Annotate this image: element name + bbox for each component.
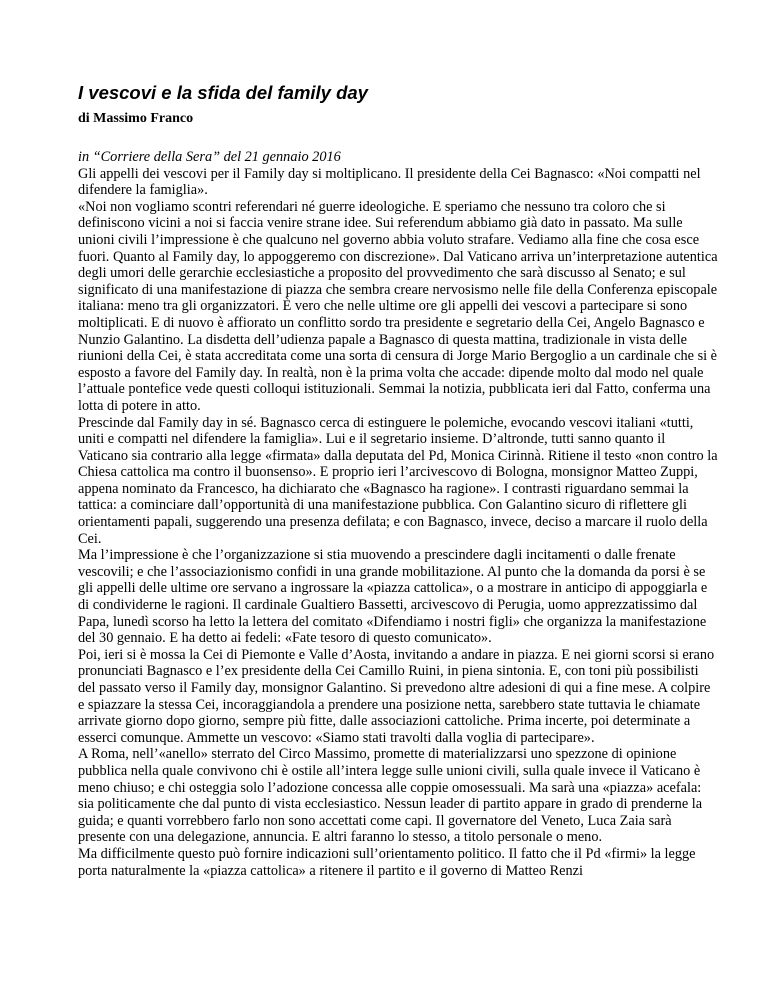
article-paragraph: Ma difficilmente questo può fornire indicazioni sull’orientamento politico. Il fatto che il Pd «firmi» la legge porta naturalmente la «piazza cattolica» a ritenere il partito e il governo di Matteo Renzi <box>78 845 696 879</box>
article-paragraph: Poi, ieri si è mossa la Cei di Piemonte e Valle d’Aosta, invitando a andare in piazza. E nei giorni scorsi si erano pronunciati Bagnasco e l’ex presidente della Cei Camillo Ruini, in piena sintonia. E, con toni più possibilisti del passato verso il Family day, monsignor Galantino. Si prevedono altre adesioni di qui a fine mese. A colpire e spiazzare la stessa Cei, incoraggiandola a prendere una posizione netta, sarebbero state tuttavia le chiamate arrivate giorno dopo giorno, sempre più fitte, dalle associazioni cattoliche. Prima incerte, poi determinate a esserci comunque. Ammette un vescovo: «Siamo stati travolti dalla voglia di partecipare». <box>78 646 715 746</box>
article-title: I vescovi e la sfida del family day <box>78 82 368 103</box>
document-page <box>78 82 718 879</box>
article-paragraph: Gli appelli dei vescovi per il Family day si moltiplicano. Il presidente della Cei Bagnasco: «Noi compatti nel difendere la famiglia». <box>78 165 701 199</box>
article-author: di Massimo Franco <box>78 111 194 126</box>
article-paragraph: Ma l’impressione è che l’organizzazione si stia muovendo a prescindere dagli incitamenti o dalle frenate vescovili; e che l’associazionismo confidi in una grande mobilitazione. Al punto che la domanda da porsi è se gli appelli delle ultime ore servano a ingrossare la «piazza cattolica», o a mostrare in anticipo di appoggiarla e di condividerne le ragioni. Il cardinale Gualtiero Bassetti, arcivescovo di Perugia, uomo apprezzatissimo dal Papa, lunedì scorso ha letto la lettera del comitato «Difendiamo i nostri figli» che organizza la manifestazione del 30 gennaio. E ha detto ai fedeli: «Fate tesoro di questo comunicato». <box>78 547 708 647</box>
article-paragraph: A Roma, nell’«anello» sterrato del Circo Massimo, promette di materializzarsi uno spezzone di opinione pubblica nella quale convivono chi è ostile all’intera legge sulle unioni civili, sulla quale invece il Vaticano è meno chiuso; e chi osteggia solo l’adozione concessa alle coppie omosessuali. Ma sarà una «piazza» acefala: sia politicamente che dal punto di vista ecclesiastico. Nessun leader di partito appare in grado di prenderne la guida; e quanti vorrebbero farlo non sono accettati come capi. Il governatore del Veneto, Luca Zaia sarà presente con una delegazione, annuncia. E altri faranno lo stesso, a titolo personale o meno. <box>78 746 703 846</box>
article-paragraph: Prescinde dal Family day in sé. Bagnasco cerca di estinguere le polemiche, evocando vescovi italiani «tutti, uniti e compatti nel difendere la famiglia». Lui e il segretario insieme. D’altronde, tutti sanno quanto il Vaticano sia contrario alla legge «firmata» dalla deputata del Pd, Monica Cirinnà. Ritiene il testo «non contro la Chiesa cattolica ma contro il buonsenso». E proprio ieri l’arcivescovo di Bologna, monsignor Matteo Zuppi, appena nominato da Francesco, ha dichiarato che «Bagnasco ha ragione». I contrasti riguardano semmai la tattica: a cominciare dall’opportunità di una manifestazione pubblica. Con Galantino sicuro di riflettere gli orientamenti papali, suggerendo una presenza defilata; e con Bagnasco, invece, deciso a marcare il ruolo della Cei. <box>78 414 718 547</box>
article-paragraph: «Noi non vogliamo scontri referendari né guerre ideologiche. E speriamo che nessuno tra coloro che si definiscono vicini a noi si faccia venire strane idee. Sui referendum abbiamo già dato in passato. Ma sulle unioni civili l’impressione è che qualcuno nel governo abbia voluto strafare. Vediamo alla fine che cosa esce fuori. Quanto al Family day, lo appoggeremo con discrezione». Dal Vaticano arriva un’interpretazione autentica degli umori delle gerarchie ecclesiastiche a proposito del provvedimento che sarà discusso al Senato; e sul significato di una manifestazione di piazza che sembra creare nervosismo nelle file della Conferenza episcopale italiana: meno tra gli organizzatori. È vero che nelle ultime ore gli appelli dei vescovi a partecipare si sono moltiplicati. E di nuovo è affiorato un conflitto sordo tra presidente e segretario della Cei, Angelo Bagnasco e Nunzio Galantino. La disdetta dell’udienza papale a Bagnasco di questa mattina, tradizionale in vista delle riunioni della Cei, è stata accreditata come una sorta di censura di Jorge Mario Bergoglio a un cardinale che si è esposto a favore del Family day. In realtà, non è la prima volta che accade: dipende molto dal modo nel quale l’attuale pontefice vede questi colloqui istituzionali. Semmai la notizia, pubblicata ieri dal Fatto, conferma una lotta di potere in atto. <box>78 198 718 414</box>
article-source: in “Corriere della Sera” del 21 gennaio 2016 <box>78 149 341 165</box>
article-body <box>78 166 718 880</box>
